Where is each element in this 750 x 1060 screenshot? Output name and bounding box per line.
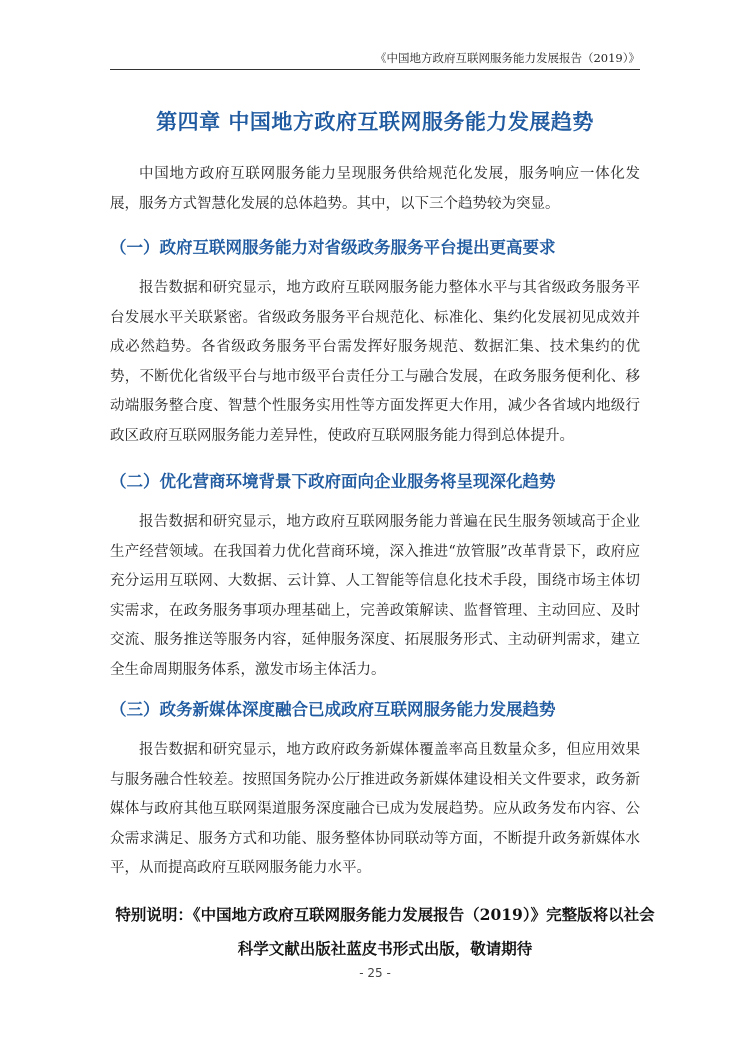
page-number: - 25 -	[359, 966, 391, 980]
header-divider	[110, 69, 640, 70]
section-heading-2: （二）优化营商环境背景下政府面向企业服务将呈现深化趋势	[110, 472, 556, 491]
special-note: 特别说明：《中国地方政府互联网服务能力发展报告（2019）》完整版将以社会科学文献出版社蓝皮书形式出版，敬请期待	[115, 905, 655, 958]
section-paragraph-1: 报告数据和研究显示，地方政府互联网服务能力整体水平与其省级政务服务平台发展水平关联紧密。省级政务服务平台规范化、标准化、集约化发展初见成效并成必然趋势。各省级政务服务平台需发挥好服务规范、数据汇集、技术集约的优势，不断优化省级平台与地市级平台责任分工与融合发展，在政务服务便利化、移动端服务整合度、智慧个性服务实用性等方面发挥更大作用，减少各省域内地级行政区政府互联网服务能力差异性，使政府互联网服务能力得到总体提升。	[110, 280, 640, 444]
section-heading-3: （三）政务新媒体深度融合已成政府互联网服务能力发展趋势	[110, 700, 556, 719]
section-paragraph-2: 报告数据和研究显示，地方政府互联网服务能力普遍在民生服务领域高于企业生产经营领域。在我国着力优化营商环境，深入推进“放管服”改革背景下，政府应充分运用互联网、大数据、云计算、人工智能等信息化技术手段，围绕市场主体切实需求，在政务服务事项办理基础上，完善政策解读、监督管理、主动回应、及时交流、服务推送等服务内容，延伸服务深度、拓展服务形式、主动研判需求，建立全生命周期服务体系，激发市场主体活力。	[110, 514, 640, 678]
chapter-title: 第四章 中国地方政府互联网服务能力发展趋势	[156, 109, 594, 135]
section-heading-1: （一）政府互联网服务能力对省级政务服务平台提出更高要求	[110, 238, 556, 257]
chapter-intro-paragraph: 中国地方政府互联网服务能力呈现服务供给规范化发展，服务响应一体化发展，服务方式智慧化发展的总体趋势。其中，以下三个趋势较为突显。	[110, 166, 640, 212]
running-header: 《中国地方政府互联网服务能力发展报告（2019）》	[374, 51, 640, 65]
section-paragraph-3: 报告数据和研究显示，地方政府政务新媒体覆盖率高且数量众多，但应用效果与服务融合性较差。按照国务院办公厅推进政务新媒体建设相关文件要求，政务新媒体与政府其他互联网渠道服务深度融合已成为发展趋势。应从政务发布内容、公众需求满足、服务方式和功能、服务整体协同联动等方面，不断提升政务新媒体水平，从而提高政府互联网服务能力水平。	[110, 742, 640, 876]
